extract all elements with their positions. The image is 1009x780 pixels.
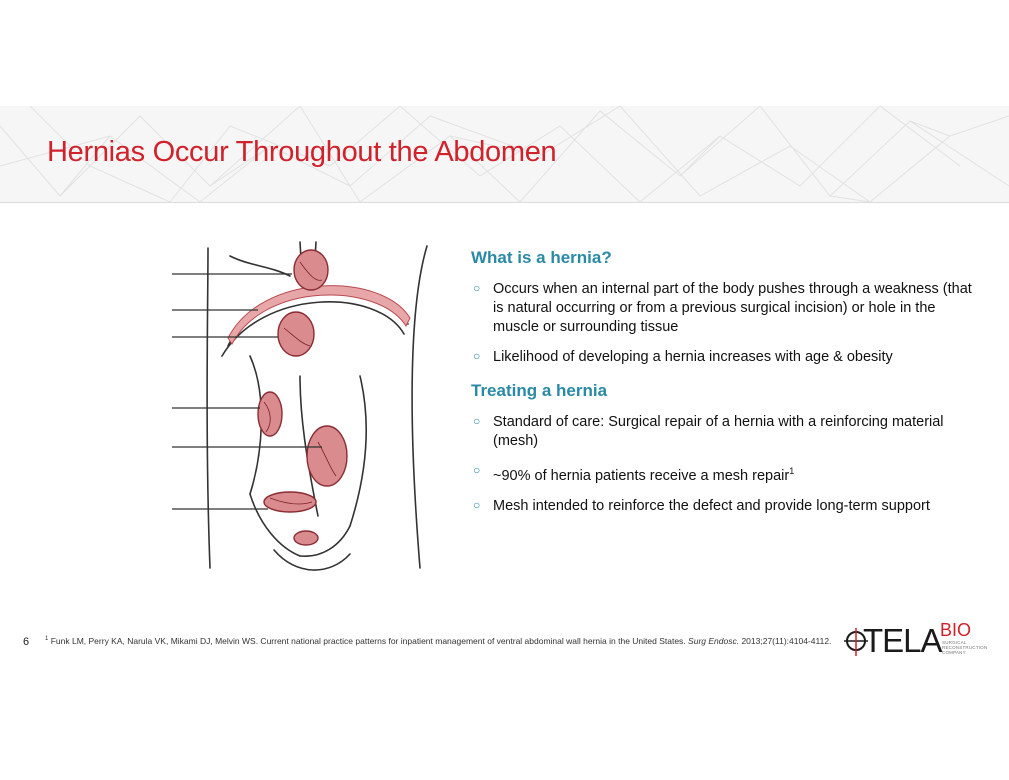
- hernia-illustration: [0, 236, 440, 576]
- bullet-circle-icon: ○: [473, 349, 481, 363]
- list-item: ○ Mesh intended to reinforce the defect and provide long-term support: [473, 497, 930, 514]
- list-item: ○ Standard of care: Surgical repair of a hernia with a reinforcing material (mesh): [473, 414, 944, 449]
- section-heading-treating: Treating a hernia: [471, 381, 608, 400]
- bullet-list-what-is: [471, 280, 981, 367]
- bullet-circle-icon: ○: [473, 414, 481, 428]
- telabio-logo: [844, 620, 994, 662]
- footnote-ref: 1: [789, 466, 795, 476]
- bullet-circle-icon: ○: [473, 463, 481, 477]
- page-number: 6: [23, 636, 30, 648]
- logo-accent: BIO: [940, 620, 972, 640]
- bullet-list-treating: [471, 413, 981, 516]
- logo-tagline: SURGICAL RECONSTRUCTION COMPANY: [942, 640, 988, 655]
- page-title: Hernias Occur Throughout the Abdomen: [47, 136, 557, 168]
- list-item: ○ Likelihood of developing a hernia increases with age & obesity: [473, 349, 893, 365]
- bullet-circle-icon: ○: [473, 281, 481, 295]
- bullet-circle-icon: ○: [473, 497, 481, 512]
- section-heading-what-is: What is a hernia?: [471, 248, 612, 267]
- torso-drawing: [0, 236, 440, 576]
- list-item: ○ Occurs when an internal part of the body pushes through a weakness (that is natural occurring or from a previous surgical incision) or hole in the muscle or surrounding tissue: [473, 281, 972, 335]
- footnote: $^1$ Funk LM, Perry KA, Narula VK, Mikami DJ, Melvin WS. Current national practice patterns for inpatient management of ventral abdominal wall hernia in the United States. Surg Endosc. 2013;27(11):4104-4112.: [45, 636, 832, 646]
- logo-word: TELA: [863, 622, 942, 659]
- list-item: ○ ~90% of hernia patients receive a mesh repair$^1$: [473, 463, 795, 484]
- content-column: [471, 248, 981, 530]
